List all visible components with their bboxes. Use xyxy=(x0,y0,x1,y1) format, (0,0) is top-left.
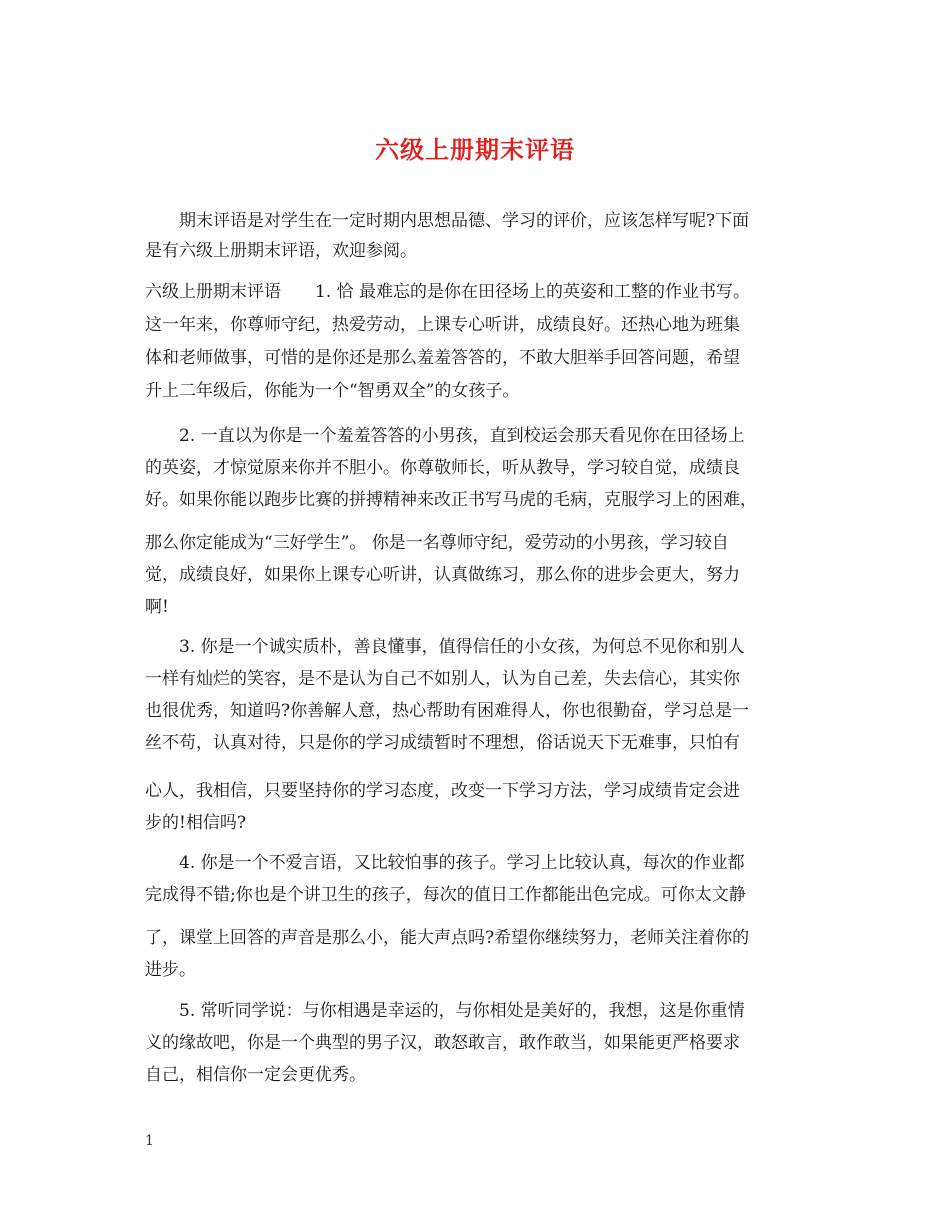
body-line: 也很优秀，知道吗?你善解人意，热心帮助有困难得人，你也很勤奋，学习总是一 xyxy=(145,701,750,721)
document-title: 六级上册期末评语 xyxy=(375,135,575,164)
body-line: 义的缘故吧，你是一个典型的男子汉，敢怒敢言，敢作敢当，如果能更严格要求 xyxy=(145,1033,740,1053)
body-line: 体和老师做事，可惜的是你还是那么羞羞答答的，不敢大胆举手回答问题，希望 xyxy=(145,348,740,368)
page-number: 1 xyxy=(145,1133,154,1149)
body-line: 觉，成绩良好，如果你上课专心听讲，认真做练习，那么你的进步会更大，努力 xyxy=(145,565,740,585)
body-line: 啊! xyxy=(145,597,169,617)
body-line: 自己，相信你一定会更优秀。 xyxy=(145,1065,366,1085)
body-line: 3. 你是一个诚实质朴，善良懂事，值得信任的小女孩，为何总不见你和别人 xyxy=(145,637,745,657)
body-line: 5. 常听同学说：与你相遇是幸运的，与你相处是美好的，我想，这是你重情 xyxy=(145,1001,745,1021)
body-line: 一样有灿烂的笑容，是不是认为自己不如别人，认为自己差，失去信心，其实你 xyxy=(145,669,740,689)
body-line: 升上二年级后，你能为一个“智勇双全”的女孩子。 xyxy=(145,381,520,401)
body-line: 完成得不错;你也是个讲卫生的孩子，每次的值日工作都能出色完成。可你太文静 xyxy=(145,885,746,905)
body-line: 期末评语是对学生在一定时期内思想品德、学习的评价，应该怎样写呢?下面 xyxy=(145,211,750,231)
body-line: 进步。 xyxy=(145,960,196,980)
body-line: 2. 一直以为你是一个羞羞答答的小男孩，直到校运会那天看见你在田径场上 xyxy=(145,426,745,446)
body-line: 了，课堂上回答的声音是那么小，能大声点吗?希望你继续努力，老师关注着你的 xyxy=(145,928,750,948)
body-line: 好。如果你能以跑步比赛的拼搏精神来改正书写马虎的毛病，克服学习上的困难， xyxy=(145,490,757,510)
body-line: 这一年来，你尊师守纪，热爱劳动，上课专心听讲，成绩良好。还热心地为班集 xyxy=(145,315,740,335)
body-line: 4. 你是一个不爱言语，又比较怕事的孩子。学习上比较认真，每次的作业都 xyxy=(145,853,745,873)
body-line: 心人，我相信，只要坚持你的学习态度，改变一下学习方法，学习成绩肯定会进 xyxy=(145,781,740,801)
body-line: 六级上册期末评语 1. 恰 最难忘的是你在田径场上的英姿和工整的作业书写。 xyxy=(145,282,751,302)
body-line: 步的!相信吗? xyxy=(145,813,246,833)
body-line: 的英姿，才惊觉原来你并不胆小。你尊敬师长，听从教导，学习较自觉，成绩良 xyxy=(145,458,740,478)
body-line: 是有六级上册期末评语，欢迎参阅。 xyxy=(145,241,417,261)
body-line: 那么你定能成为“三好学生”。 你是一名尊师守纪，爱劳动的小男孩，学习较自 xyxy=(145,533,729,553)
body-line: 丝不苟，认真对待，只是你的学习成绩暂时不理想，俗话说天下无难事，只怕有 xyxy=(145,733,740,753)
